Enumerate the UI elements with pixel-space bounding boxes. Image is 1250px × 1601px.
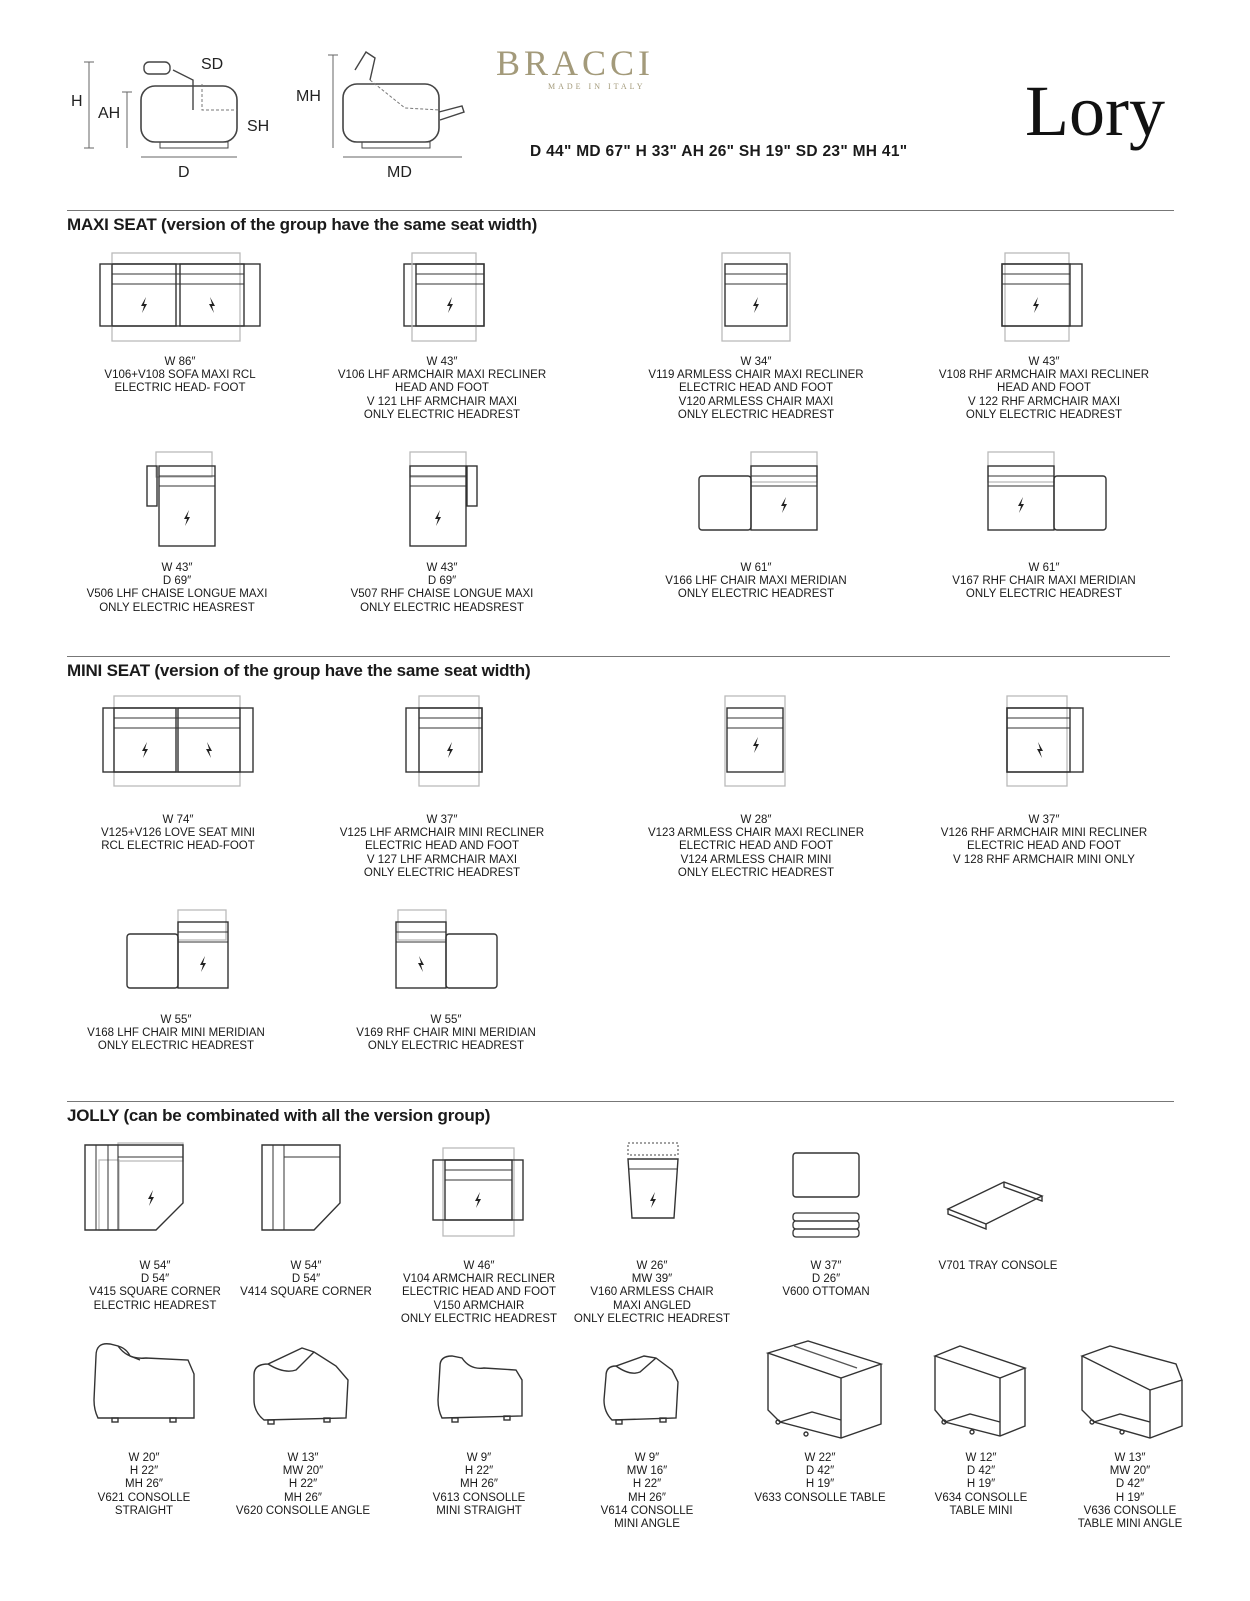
drawing-mini-armless xyxy=(725,696,785,786)
drawing-maxi-armless xyxy=(722,253,790,341)
caption-maxi-chaise-r: W 43″ D 69″ V507 RHF CHAISE LONGUE MAXI ONLY ELECTRIC HEADSREST xyxy=(350,562,534,614)
drawing-jolly-v600 xyxy=(793,1153,859,1237)
drawing-maxi-merid-r xyxy=(988,452,1106,530)
drawing-cons-v634 xyxy=(935,1346,1025,1436)
caption-maxi-rhf: W 43″ V108 RHF ARMCHAIR MAXI RECLINER HEAD AND FOOT V 122 RHF ARMCHAIR MAXI ONLY ELECTRIC HEADREST xyxy=(938,356,1150,421)
caption-maxi-sofa: W 86″ V106+V108 SOFA MAXI RCL ELECTRIC HEAD- FOOT xyxy=(104,356,256,395)
drawing-cons-v613 xyxy=(438,1356,522,1422)
label-ah: AH xyxy=(98,105,121,122)
drawing-mini-merid-r xyxy=(396,910,497,988)
drawing-maxi-merid-l xyxy=(699,452,817,530)
drawing-cons-v614 xyxy=(604,1356,678,1424)
caption-mini-love: W 74″ V125+V126 LOVE SEAT MINI RCL ELECTRIC HEAD-FOOT xyxy=(101,814,255,853)
drawing-jolly-v414 xyxy=(262,1145,340,1230)
drawing-jolly-v160 xyxy=(628,1143,678,1218)
label-h: H xyxy=(71,93,83,110)
drawing-cons-v620 xyxy=(254,1348,348,1424)
caption-maxi-chaise-l: W 43″ D 69″ V506 LHF CHAISE LONGUE MAXI ONLY ELECTRIC HEASREST xyxy=(86,562,268,614)
label-sd: SD xyxy=(201,56,224,73)
drawing-jolly-v701 xyxy=(948,1182,1042,1229)
caption-jolly-v160: W 26″ MW 39″ V160 ARMLESS CHAIR MAXI ANGLED ONLY ELECTRIC HEADREST xyxy=(573,1260,731,1325)
drawing-cons-v621 xyxy=(94,1344,194,1422)
caption-maxi-armless: W 34″ V119 ARMLESS CHAIR MAXI RECLINER ELECTRIC HEAD AND FOOT V120 ARMLESS CHAIR MAXI ONLY ELECTRIC HEADREST xyxy=(648,356,864,421)
drawing-cons-v636 xyxy=(1082,1346,1182,1438)
drawing-mini-lhf xyxy=(406,696,482,786)
caption-cons-v633: W 22″ D 42″ H 19″ V633 CONSOLLE TABLE xyxy=(754,1452,886,1504)
brand-logo: BRACCI xyxy=(496,43,655,83)
caption-jolly-v415: W 54″ D 54″ V415 SQUARE CORNER ELECTRIC HEADREST xyxy=(89,1260,221,1312)
drawing-mini-merid-l xyxy=(127,910,228,988)
overall-dimensions: D 44" MD 67" H 33" AH 26" SH 19" SD 23" MH 41" xyxy=(530,143,908,160)
drawing-mini-rhf xyxy=(1007,696,1083,786)
caption-mini-armless: W 28″ V123 ARMLESS CHAIR MAXI RECLINER ELECTRIC HEAD AND FOOT V124 ARMLESS CHAIR MINI ONLY ELECTRIC HEADREST xyxy=(647,814,864,879)
drawing-jolly-v104 xyxy=(433,1148,523,1236)
caption-jolly-v414: W 54″ D 54″ V414 SQUARE CORNER xyxy=(240,1260,372,1299)
label-md: MD xyxy=(387,164,412,181)
label-sh: SH xyxy=(247,118,270,135)
caption-maxi-merid-l: W 61″ V166 LHF CHAIR MAXI MERIDIAN ONLY ELECTRIC HEADREST xyxy=(665,562,847,601)
model-name: Lory xyxy=(1025,71,1165,151)
caption-cons-v614: W 9″ MW 16″ H 22″ MH 26″ V614 CONSOLLE MINI ANGLE xyxy=(600,1452,694,1531)
brand-tagline: MADE IN ITALY xyxy=(548,82,646,91)
section-title-mini: MINI SEAT (version of the group have the same seat width) xyxy=(67,661,531,680)
caption-mini-rhf: W 37″ V126 RHF ARMCHAIR MINI RECLINER ELECTRIC HEAD AND FOOT V 128 RHF ARMCHAIR MINI ONLY xyxy=(940,814,1148,866)
drawing-maxi-sofa xyxy=(100,253,260,341)
caption-cons-v621: W 20″ H 22″ MH 26″ V621 CONSOLLE STRAIGHT xyxy=(97,1452,191,1517)
caption-mini-merid-r: W 55″ V169 RHF CHAIR MINI MERIDIAN ONLY ELECTRIC HEADREST xyxy=(356,1014,536,1053)
drawing-maxi-lhf xyxy=(404,253,484,341)
label-d: D xyxy=(178,164,190,181)
drawing-maxi-rhf xyxy=(1002,253,1082,341)
drawing-cons-v633 xyxy=(768,1341,881,1438)
caption-mini-lhf: W 37″ V125 LHF ARMCHAIR MINI RECLINER ELECTRIC HEAD AND FOOT V 127 LHF ARMCHAIR MAXI ONLY ELECTRIC HEADREST xyxy=(339,814,545,879)
label-mh: MH xyxy=(296,88,321,105)
drawing-maxi-chaise-r xyxy=(410,452,477,546)
section-title-jolly: JOLLY (can be combinated with all the version group) xyxy=(67,1106,491,1125)
caption-jolly-v104: W 46″ V104 ARMCHAIR RECLINER ELECTRIC HEAD AND FOOT V150 ARMCHAIR ONLY ELECTRIC HEADREST xyxy=(400,1260,558,1325)
drawing-mini-love xyxy=(103,696,253,786)
caption-jolly-v600: W 37″ D 26″ V600 OTTOMAN xyxy=(782,1260,870,1299)
section-title-maxi: MAXI SEAT (version of the group have the same seat width) xyxy=(67,215,538,234)
caption-cons-v634: W 12″ D 42″ H 19″ V634 CONSOLLE TABLE MINI xyxy=(934,1452,1028,1517)
caption-cons-v636: W 13″ MW 20″ D 42″ H 19″ V636 CONSOLLE TABLE MINI ANGLE xyxy=(1077,1452,1183,1531)
caption-cons-v613: W 9″ H 22″ MH 26″ V613 CONSOLLE MINI STRAIGHT xyxy=(432,1452,526,1517)
drawing-jolly-v415 xyxy=(85,1143,183,1230)
caption-maxi-lhf: W 43″ V106 LHF ARMCHAIR MAXI RECLINER HEAD AND FOOT V 121 LHF ARMCHAIR MAXI ONLY ELECTRIC HEADREST xyxy=(337,356,547,421)
caption-cons-v620: W 13″ MW 20″ H 22″ MH 26″ V620 CONSOLLE ANGLE xyxy=(235,1452,371,1517)
caption-maxi-merid-r: W 61″ V167 RHF CHAIR MAXI MERIDIAN ONLY ELECTRIC HEADREST xyxy=(952,562,1136,601)
drawing-maxi-chaise-l xyxy=(147,452,215,546)
caption-mini-merid-l: W 55″ V168 LHF CHAIR MINI MERIDIAN ONLY ELECTRIC HEADREST xyxy=(87,1014,265,1053)
caption-jolly-v701: V701 TRAY CONSOLE xyxy=(938,1260,1058,1272)
